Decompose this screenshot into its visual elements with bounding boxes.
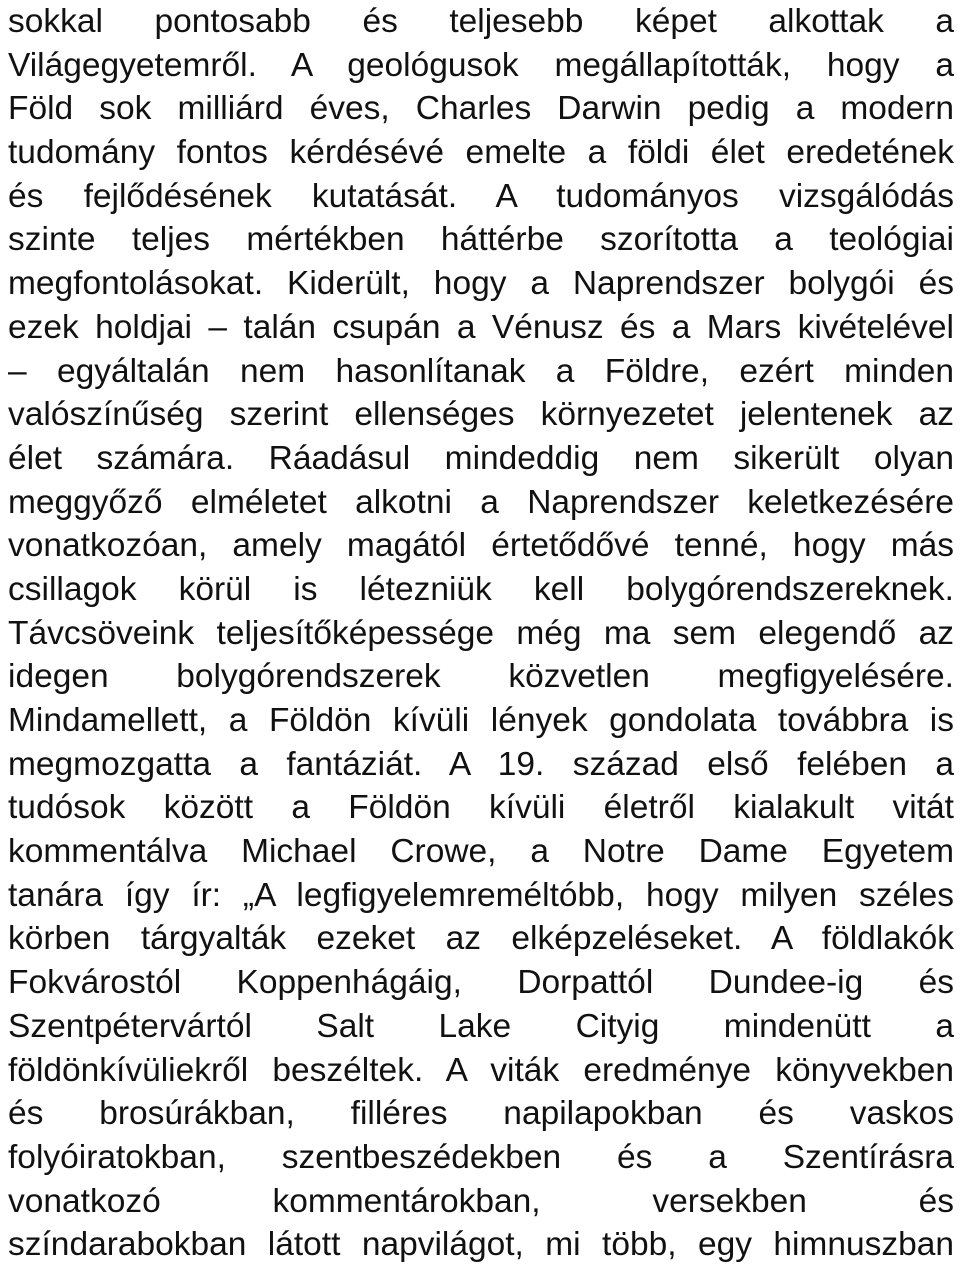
text-line: valószínűség szerint ellenséges környezetet jelentenek az [8,396,954,434]
text-line: Mindamellett, a Földön kívüli lények gondolata továbbra is [8,702,954,739]
text-line: élet számára. Ráadásul mindeddig nem sikerült olyan [8,439,954,477]
text-line: vonatkozóan, amely magától értetődővé tenné, hogy más [8,527,954,565]
body-paragraph [8,0,954,1267]
text-line: Fokvárostól Koppenhágáig, Dorpattól Dundee-ig és [8,964,954,1002]
text-line: ezek holdjai – talán csupán a Vénusz és a Mars kivételével [8,308,954,346]
text-line: sokkal pontosabb és teljesebb képet alkottak a [8,3,954,40]
text-line: Szentpétervártól Salt Lake Cityig mindenütt a [8,1007,954,1045]
text-line: Föld sok milliárd éves, Charles Darwin pedig a modern [8,90,954,128]
text-line: és brosúrákban, filléres napilapokban és vaskos [8,1095,954,1133]
text-line: és fejlődésének kutatását. A tudományos vizsgálódás [8,177,954,215]
text-line: szinte teljes mértékben háttérbe szorította a teológiai [8,221,954,259]
text-line: megmozgatta a fantáziát. A 19. század első felében a [8,745,954,783]
text-line: idegen bolygórendszerek közvetlen megfigyelésére. [8,658,954,696]
text-line: tudósok között a Földön kívüli életről kialakult vitát [8,789,954,827]
text-line: tudomány fontos kérdésévé emelte a földi élet eredetének [8,134,954,172]
text-line: csillagok körül is létezniük kell bolygórendszereknek. [8,570,954,608]
text-line: tanára így ír: „A legfigyelemreméltóbb, hogy milyen széles [8,876,954,914]
text-line: folyóiratokban, szentbeszédekben és a Szentírásra [8,1138,954,1176]
text-line: kommentálva Michael Crowe, a Notre Dame Egyetem [8,833,954,871]
text-line: körben tárgyalták ezeket az elképzeléseket. A földlakók [8,920,954,958]
text-line: vonatkozó kommentárokban, versekben és [8,1182,954,1220]
text-line: – egyáltalán nem hasonlítanak a Földre, ezért minden [8,352,954,390]
text-line: földönkívüliekről beszéltek. A viták eredménye könyvekben [8,1051,954,1089]
text-line: megfontolásokat. Kiderült, hogy a Naprendszer bolygói és [8,265,954,303]
text-line: meggyőző elméletet alkotni a Naprendszer keletkezésére [8,483,954,521]
text-line: színdarabokban látott napvilágot, mi több, egy himnuszban [8,1226,954,1264]
text-line: Távcsöveink teljesítőképessége még ma sem elegendő az [8,614,954,652]
text-line: Világegyetemről. A geológusok megállapították, hogy a [8,46,954,84]
